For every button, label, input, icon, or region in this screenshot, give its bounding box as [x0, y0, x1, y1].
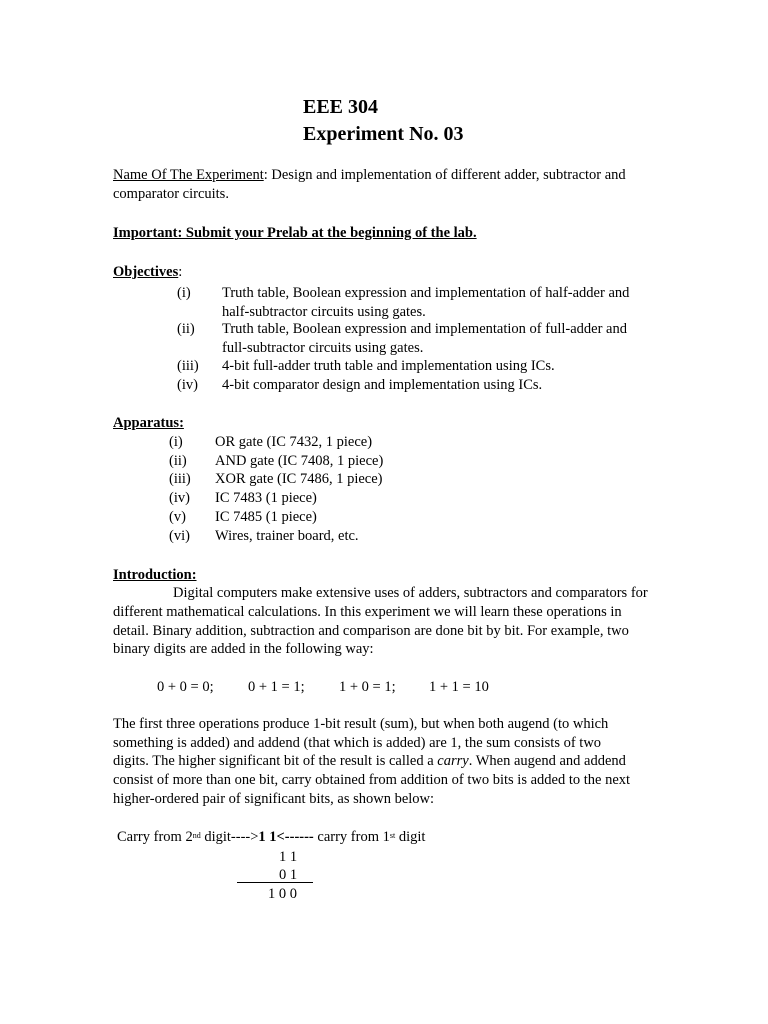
objective-num: (iii) — [177, 358, 199, 374]
paragraph-line — [113, 752, 626, 771]
carry-left-text: Carry from 2 — [117, 829, 193, 845]
experiment-name-line — [113, 166, 626, 185]
intro-paragraph-line: different mathematical calculations. In this experiment we will learn these operations in — [113, 604, 622, 620]
experiment-name-label: Name Of The Experiment — [113, 167, 264, 183]
course-code: EEE 304 — [303, 96, 379, 118]
apparatus-item: OR gate (IC 7432, 1 piece) — [215, 434, 373, 450]
binary-example: 1 + 1 = 10 — [429, 679, 489, 695]
objective-text: Truth table, Boolean expression and implementation of full-adder and — [222, 321, 627, 337]
apparatus-num: (iv) — [169, 490, 190, 506]
intro-paragraph-line: detail. Binary addition, subtraction and comparison are done bit by bit. For example, two — [113, 623, 629, 639]
sum-result-row: 1 0 0 — [268, 886, 297, 902]
sum-rule — [237, 882, 313, 883]
paragraph-line: higher-ordered pair of significant bits, as shown below: — [113, 791, 435, 807]
introduction-heading: Introduction: — [113, 567, 197, 583]
objective-text: Truth table, Boolean expression and implementation of half-adder and — [222, 285, 630, 301]
apparatus-item: AND gate (IC 7408, 1 piece) — [215, 453, 384, 469]
paragraph-text: digits. The higher significant bit of the result is called a — [113, 753, 438, 769]
apparatus-item: XOR gate (IC 7486, 1 piece) — [215, 471, 383, 487]
addend-row: 0 1 — [279, 867, 298, 883]
important-notice: Important: Submit your Prelab at the beginning of the lab. — [113, 225, 477, 241]
objectives-heading-line — [113, 263, 182, 282]
binary-example: 1 + 0 = 1; — [339, 679, 396, 695]
binary-example: 0 + 1 = 1; — [248, 679, 305, 695]
apparatus-num: (ii) — [169, 453, 187, 469]
apparatus-item: IC 7485 (1 piece) — [215, 509, 317, 525]
objectives-colon: : — [178, 264, 183, 280]
binary-example: 0 + 0 = 0; — [157, 679, 214, 695]
experiment-name-text: Design and implementation of different adder, subtractor and — [267, 167, 626, 183]
apparatus-heading: Apparatus: — [113, 415, 184, 431]
apparatus-item: Wires, trainer board, etc. — [215, 528, 359, 544]
carry-right-end: digit — [395, 829, 426, 845]
objective-text: 4-bit comparator design and implementation using ICs. — [222, 377, 543, 393]
apparatus-num: (vi) — [169, 528, 190, 544]
objective-text-cont: half-subtractor circuits using gates. — [222, 304, 426, 320]
apparatus-num: (i) — [169, 434, 183, 450]
objective-num: (iv) — [177, 377, 198, 393]
paragraph-text: . When augend and addend — [468, 753, 626, 769]
augend-row: 1 1 — [279, 849, 298, 865]
experiment-number: Experiment No. 03 — [303, 123, 464, 145]
apparatus-item: IC 7483 (1 piece) — [215, 490, 317, 506]
objective-num: (i) — [177, 285, 191, 301]
carry-term: carry — [437, 753, 469, 769]
experiment-name-colon: : — [263, 167, 268, 183]
apparatus-num: (v) — [169, 509, 186, 525]
carry-right-text: carry from 1 — [313, 829, 390, 845]
paragraph-line: The first three operations produce 1-bit result (sum), but when both augend (to which — [113, 716, 609, 732]
carry-example-caption — [117, 828, 425, 847]
objective-text-cont: full-subtractor circuits using gates. — [222, 340, 424, 356]
intro-paragraph-line: Digital computers make extensive uses of adders, subtractors and comparators for — [173, 585, 648, 601]
objective-text: 4-bit full-adder truth table and implementation using ICs. — [222, 358, 555, 374]
intro-paragraph-line: binary digits are added in the following way: — [113, 641, 374, 657]
experiment-name-line2: comparator circuits. — [113, 186, 229, 202]
paragraph-line: consist of more than one bit, carry obtained from addition of two bits is added to the next — [113, 772, 631, 788]
carry-right-sup: st — [389, 831, 396, 840]
paragraph-line: something is added) and addend (that which is added) are 1, the sum consists of two — [113, 735, 602, 751]
carry-left-arrow: digit----> — [200, 829, 259, 845]
carry-bits: 1 1<------ — [258, 829, 314, 845]
objectives-heading: Objectives — [113, 264, 179, 280]
objective-num: (ii) — [177, 321, 195, 337]
apparatus-num: (iii) — [169, 471, 191, 487]
carry-left-sup: nd — [192, 831, 201, 840]
